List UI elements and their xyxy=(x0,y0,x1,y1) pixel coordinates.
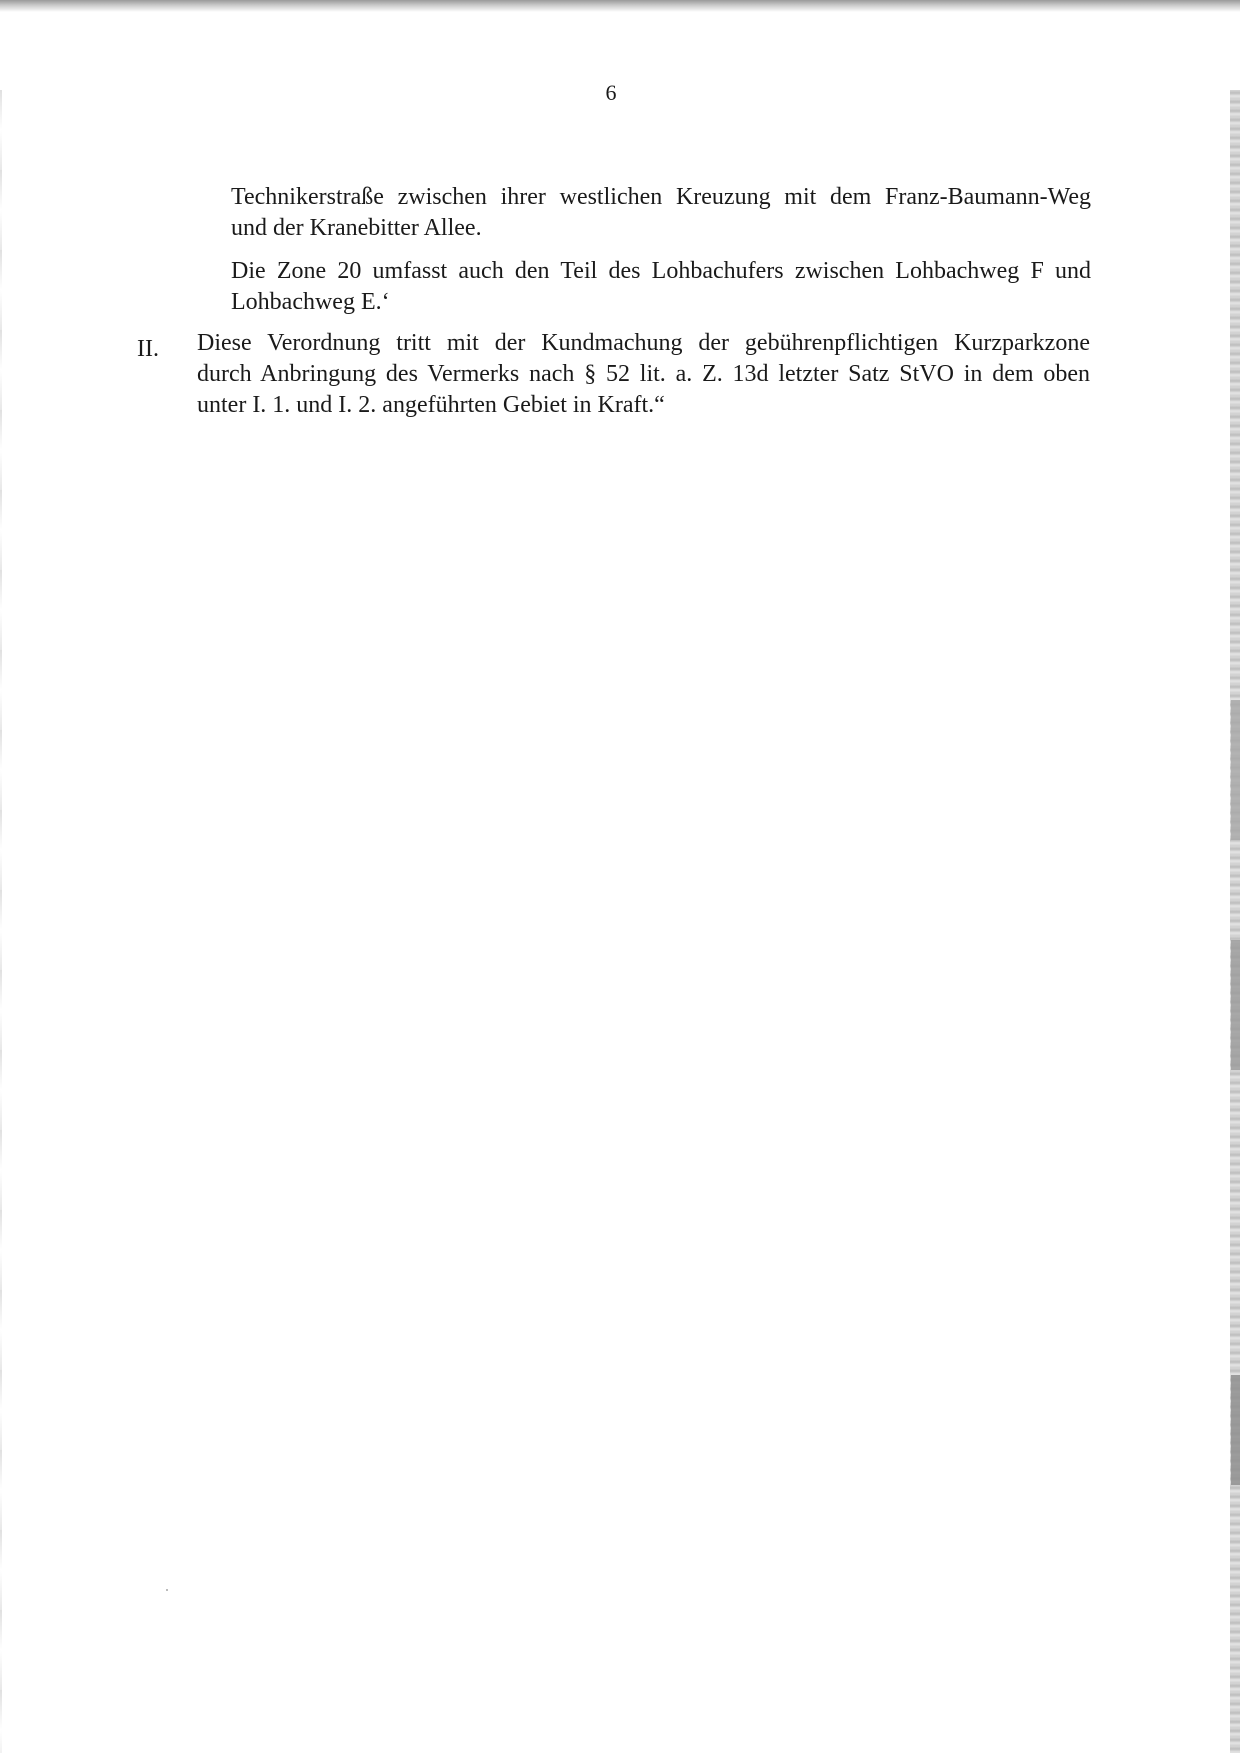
page-number: 6 xyxy=(605,80,617,105)
text-line: Die Zone 20 umfasst auch den Teil des Lohbachufers zwischen Lohbachweg F und xyxy=(231,258,1091,284)
scan-edge-right xyxy=(1230,90,1240,1753)
text-line: Lohbachweg E.‘ xyxy=(231,289,390,315)
paragraph-technikerstrasse xyxy=(231,182,1091,244)
scan-edge-left xyxy=(0,90,2,1753)
text-line: und der Kranebitter Allee. xyxy=(231,215,482,241)
scan-edge-shadow xyxy=(1231,1375,1240,1485)
text-line: durch Anbringung des Vermerks nach § 52 lit. a. Z. 13d letzter Satz StVO in dem oben xyxy=(197,361,1090,387)
text-line: Technikerstraße zwischen ihrer westlichen Kreuzung mit dem Franz-Baumann-Weg xyxy=(231,184,1091,210)
scan-speck xyxy=(166,1589,168,1591)
section-marker: II. xyxy=(137,336,159,362)
text-line: Diese Verordnung tritt mit der Kundmachung der gebührenpflichtigen Kurzparkzone xyxy=(197,330,1090,356)
scan-edge-shadow xyxy=(1231,700,1240,840)
text-line: unter I. 1. und I. 2. angeführten Gebiet in Kraft.“ xyxy=(197,392,665,418)
scan-edge-shadow xyxy=(1231,940,1240,1070)
paragraph-zone-20 xyxy=(231,256,1091,318)
scan-edge-top xyxy=(0,0,1240,12)
paragraph-section-ii xyxy=(197,328,1090,421)
